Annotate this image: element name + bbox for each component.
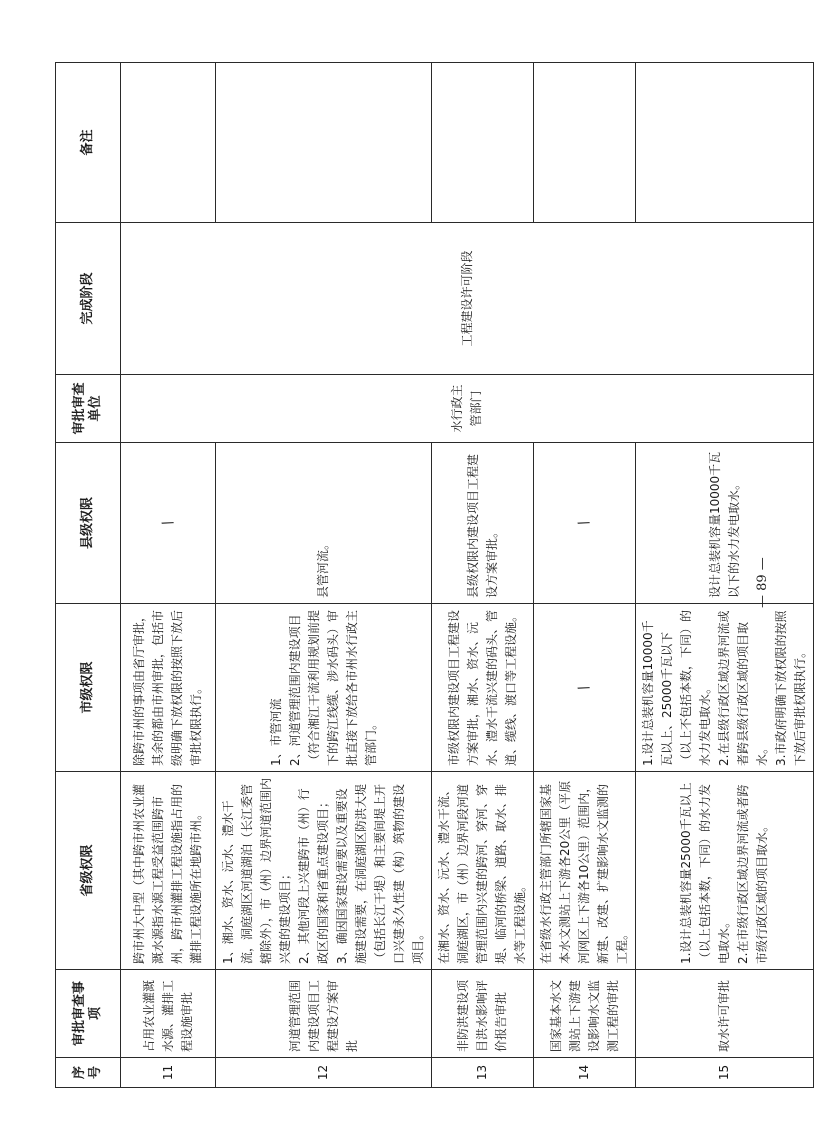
cell-county: 设计总装机容量10000千瓦以下的水力发电取水。 [636, 443, 814, 604]
cell-city: 1.设计总装机容量10000千瓦以上、25000千瓦以下（以上不包括本数，下同）的水力发电取水。 2.在县级行政区域边界河流或者跨县级行政区域的项目取水。 3.市政府明确下放权限的按照下放后审批权限执行。 [636, 604, 814, 772]
cell-stage: 工程建设许可阶段 [121, 223, 814, 375]
cell-seq: 13 [432, 1058, 534, 1088]
header-unit: 审批审查单位 [56, 375, 121, 443]
cell-item: 占用农业灌溉水源、灌排工程设施审批 [121, 970, 216, 1058]
header-county: 县级权限 [56, 443, 121, 604]
cell-county: / [534, 443, 636, 604]
cell-item: 非防洪建设项目洪水影响评价报告审批 [432, 970, 534, 1058]
header-city: 市级权限 [56, 604, 121, 772]
cell-item: 取水许可审批 [636, 970, 814, 1058]
table-row [216, 63, 432, 1088]
cell-city: 1、市管河流 2、河道管理范围内建设项目（符合湘江干流利用规划前提下的跨江线缆、涉水码头）审批直接下放给各市州水行政主管部门。 [216, 604, 432, 772]
cell-prov: 在湘水、资水、沅水、澧水干流、洞庭湖区，市（州）边界河段河道管理范围内兴建的跨河、穿河、穿堤、临河的桥梁、道路、取水、排水等工程设施。 [432, 772, 534, 970]
cell-seq: 15 [636, 1058, 814, 1088]
cell-county: / [121, 443, 216, 604]
table-row [121, 63, 216, 1088]
cell-prov: 1、湘水、资水、沅水、澧水干流，洞庭湖区河道湖泊（长江委管辖除外），市（州）边界河道范围内兴建的建设项目； 2、其他河段上兴建跨市（州）行政区的国家和省重点建设项目； 3、确因国家建设需要以及重要设施建设需要，在洞庭湖区防洪大堤（包括长江干堤）和主要间堤上开口兴建永久性建（构）筑物的建设项目。 [216, 772, 432, 970]
cell-note [432, 63, 534, 223]
cell-item: 国家基本水文测站上下游建设影响水文监测工程的审批 [534, 970, 636, 1058]
cell-note [216, 63, 432, 223]
cell-seq: 11 [121, 1058, 216, 1088]
cell-county: 县级权限内建设项目工程建设方案审批。 [432, 443, 534, 604]
cell-county: 县管河流。 [216, 443, 432, 604]
page-number: — 89 — [755, 557, 770, 609]
cell-prov: 1.设计总装机容量25000千瓦以上（以上包括本数，下同）的水力发电取水。 2.在市级行政区域边界河流或者跨市级行政区域的项目取水。 [636, 772, 814, 970]
cell-seq: 14 [534, 1058, 636, 1088]
cell-item: 河道管理范围内建设项目工程建设方案审批 [216, 970, 432, 1058]
table-row [432, 63, 534, 1088]
cell-city: 除跨市州的事项由省厅审批，其余的都由市州审批，包括市级明确下放权限的按照下放后审批权限执行。 [121, 604, 216, 772]
table-row [636, 63, 814, 1088]
cell-seq: 12 [216, 1058, 432, 1088]
header-prov: 省级权限 [56, 772, 121, 970]
header-note: 备注 [56, 63, 121, 223]
table-row [534, 63, 636, 1088]
header-stage: 完成阶段 [56, 223, 121, 375]
cell-city: 市级权限内建设项目工程建设方案审批，湘水、资水、沅水、澧水干流兴建的码头、管道、缆线、渡口等工程设施。 [432, 604, 534, 772]
cell-prov: 在省级水行政主管部门所辖国家基本水文测站上下游各20公里（平原河网区上下游各10公里）范围内，新建、改建、扩建影响水文监测的工程。 [534, 772, 636, 970]
cell-prov: 跨市州大中型（其中跨市州农业灌溉水源指水源工程受益范围跨市州，跨市州灌排工程设施指占用的灌排工程设施所在地跨市州。 [121, 772, 216, 970]
header-item: 审批审查事项 [56, 970, 121, 1058]
cell-unit: 水行政主管部门 [121, 375, 814, 443]
cell-note [534, 63, 636, 223]
header-row [56, 63, 121, 1088]
cell-note [121, 63, 216, 223]
approval-table [55, 62, 814, 1088]
cell-city: / [534, 604, 636, 772]
header-seq: 序号 [56, 1058, 121, 1088]
cell-note [636, 63, 814, 223]
